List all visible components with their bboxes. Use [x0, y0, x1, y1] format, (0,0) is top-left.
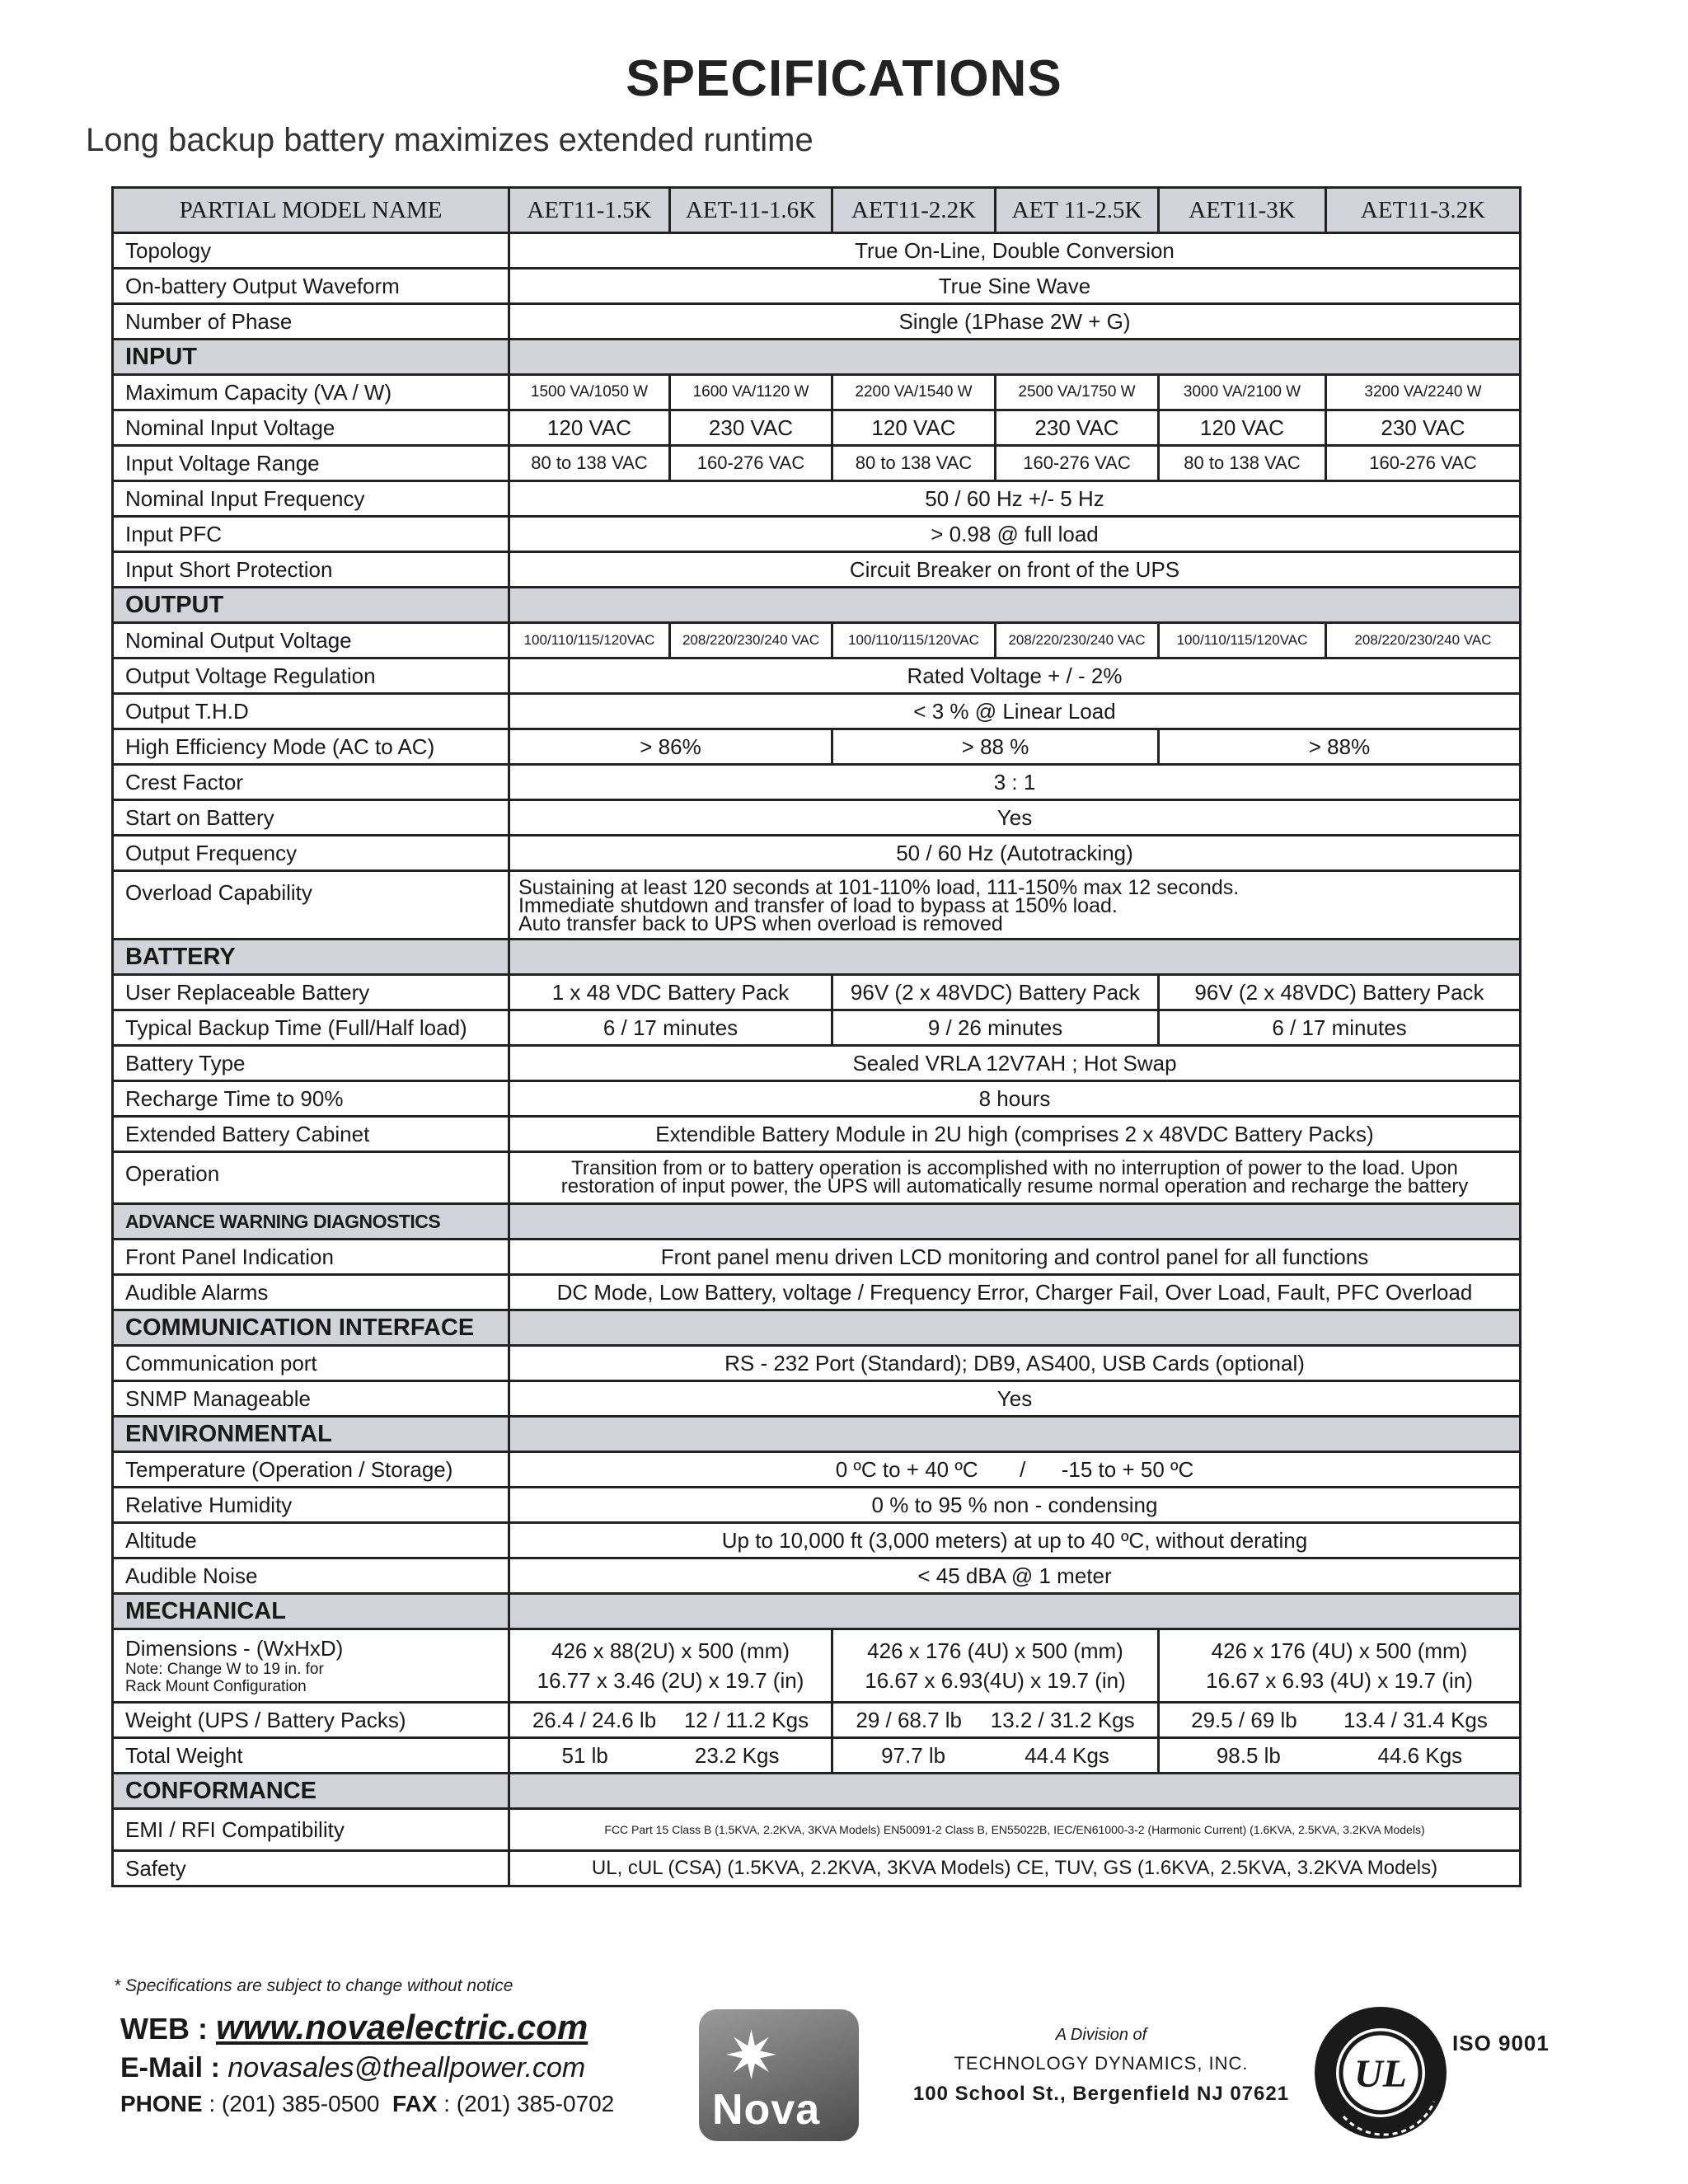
spec-row [113, 1558, 1521, 1594]
spec-value: 230 VAC [1326, 410, 1521, 446]
spec-value [832, 1738, 1159, 1774]
iso-certification: ISO 9001 [1452, 2031, 1550, 2055]
spec-value: Up to 10,000 ft (3,000 meters) at up to 40 ºC, without derating [509, 1523, 1521, 1558]
spec-row [113, 800, 1521, 836]
ul-registered-firm-icon [1311, 2003, 1451, 2143]
spec-value [509, 871, 1521, 940]
total-weight-lb: 98.5 lb [1216, 1742, 1281, 1768]
spec-label: Battery Type [113, 1046, 509, 1081]
web-link[interactable]: www.novaelectric.com [216, 2008, 588, 2046]
spec-row [113, 1010, 1521, 1046]
spec-row [113, 1152, 1521, 1204]
model-header-label: PARTIAL MODEL NAME [113, 188, 509, 233]
spec-value: 3000 VA/2100 W [1159, 375, 1326, 410]
logo-wordmark: Nova [712, 2086, 821, 2134]
overload-line: Immediate shutdown and transfer of load to bypass at 150% load. [518, 894, 1118, 917]
total-weight-kg: 23.2 Kgs [694, 1742, 780, 1768]
phone-number: (201) 385-0500 [221, 2091, 380, 2116]
spec-label: Altitude [113, 1523, 509, 1558]
svg-text:UL: UL [1354, 2052, 1407, 2096]
specifications-table [111, 186, 1522, 1887]
spec-value: 6 / 17 minutes [1159, 1010, 1521, 1046]
spec-value: 3200 VA/2240 W [1326, 375, 1521, 410]
web-line: WEB : www.novaelectric.com [120, 2008, 588, 2046]
spec-label: Topology [113, 233, 509, 269]
spec-label: Input Voltage Range [113, 446, 509, 481]
spec-value [509, 1703, 832, 1738]
section-header-mechanical [113, 1594, 1521, 1629]
spec-label: EMI / RFI Compatibility [113, 1809, 509, 1851]
spec-value [832, 1629, 1159, 1703]
spec-row [113, 517, 1521, 552]
spec-value: 230 VAC [996, 410, 1159, 446]
spec-label: Nominal Input Frequency [113, 481, 509, 517]
spec-value: Extendible Battery Module in 2U high (comprises 2 x 48VDC Battery Packs) [509, 1117, 1521, 1152]
spec-label: Audible Noise [113, 1558, 509, 1594]
spec-value [509, 1738, 832, 1774]
spec-row [113, 446, 1521, 481]
spec-label: Communication port [113, 1346, 509, 1381]
page-title: SPECIFICATIONS [626, 50, 1062, 107]
spec-value: < 3 % @ Linear Load [509, 694, 1521, 729]
spec-row [113, 1703, 1521, 1738]
model-name: AET11-2.2K [832, 188, 996, 233]
spec-value [509, 1152, 1521, 1204]
page-subtitle: Long backup battery maximizes extended runtime [86, 122, 814, 158]
contact-block [120, 2008, 614, 2117]
spec-value: 208/220/230/240 VAC [670, 623, 832, 658]
model-name: AET11-1.5K [509, 188, 670, 233]
spec-row [113, 1488, 1521, 1523]
spec-row [113, 836, 1521, 871]
operation-line: Transition from or to battery operation is accomplished with no interruption of power to the load. Upon [571, 1157, 1458, 1179]
spec-row [113, 1452, 1521, 1488]
spec-label: Typical Backup Time (Full/Half load) [113, 1010, 509, 1046]
phone-line: PHONE : (201) 385-0500 FAX : (201) 385-0702 [120, 2091, 615, 2116]
spec-value: 120 VAC [832, 410, 996, 446]
spec-value: 96V (2 x 48VDC) Battery Pack [832, 975, 1159, 1010]
dimensions-label: Dimensions - (WxHxD) [125, 1636, 344, 1661]
spec-label: Operation [113, 1152, 509, 1204]
footnote: * Specifications are subject to change without notice [114, 1976, 513, 1995]
dimensions-note: Note: Change W to 19 in. for [125, 1661, 324, 1678]
total-weight-lb: 51 lb [561, 1742, 608, 1768]
spec-label: Input Short Protection [113, 552, 509, 588]
spec-value: 208/220/230/240 VAC [1326, 623, 1521, 658]
spec-row [113, 233, 1521, 269]
spec-label: Total Weight [113, 1738, 509, 1774]
spec-value: 100/110/115/120VAC [509, 623, 670, 658]
email-link[interactable]: novasales@theallpower.com [227, 2052, 586, 2083]
spec-value: Circuit Breaker on front of the UPS [509, 552, 1521, 588]
dimensions-note: Rack Mount Configuration [125, 1678, 307, 1695]
spec-label: Input PFC [113, 517, 509, 552]
spec-row [113, 481, 1521, 517]
spec-label: Nominal Output Voltage [113, 623, 509, 658]
section-header-input [113, 340, 1521, 375]
spec-label: Nominal Input Voltage [113, 410, 509, 446]
spec-value: Yes [509, 800, 1521, 836]
weight-kg: 13.2 / 31.2 Kgs [990, 1707, 1135, 1732]
section-title: INPUT [113, 340, 509, 375]
spec-value [1159, 1703, 1521, 1738]
spec-value: UL, cUL (CSA) (1.5KVA, 2.2KVA, 3KVA Models) CE, TUV, GS (1.6KVA, 2.5KVA, 3.2KVA Models) [509, 1851, 1521, 1886]
spec-label: On-battery Output Waveform [113, 269, 509, 304]
spec-label: Extended Battery Cabinet [113, 1117, 509, 1152]
phone-label: PHONE [120, 2091, 203, 2116]
email-line: E-Mail : novasales@theallpower.com [120, 2052, 586, 2083]
section-title: ADVANCE WARNING DIAGNOSTICS [113, 1204, 509, 1240]
spec-label: Weight (UPS / Battery Packs) [113, 1703, 509, 1738]
fax-label: FAX [392, 2091, 438, 2116]
spec-value: 208/220/230/240 VAC [996, 623, 1159, 658]
spec-value: True On-Line, Double Conversion [509, 233, 1521, 269]
spec-row [113, 1046, 1521, 1081]
spec-row [113, 1240, 1521, 1275]
spec-row [113, 1081, 1521, 1117]
weight-kg: 13.4 / 31.4 Kgs [1343, 1707, 1488, 1732]
spec-row [113, 694, 1521, 729]
spec-value: 160-276 VAC [996, 446, 1159, 481]
spec-label: SNMP Manageable [113, 1381, 509, 1417]
spec-label: Relative Humidity [113, 1488, 509, 1523]
spec-value: 50 / 60 Hz (Autotracking) [509, 836, 1521, 871]
spec-value: 120 VAC [509, 410, 670, 446]
spec-row [113, 552, 1521, 588]
spec-value: RS - 232 Port (Standard); DB9, AS400, USB Cards (optional) [509, 1346, 1521, 1381]
spec-value: > 88% [1159, 729, 1521, 765]
spec-value: 80 to 138 VAC [1159, 446, 1326, 481]
overload-line: Auto transfer back to UPS when overload is removed [518, 912, 1003, 935]
spec-value: FCC Part 15 Class B (1.5KVA, 2.2KVA, 3KVA Models) EN50091-2 Class B, EN55022B, IEC/EN61000-3-2 (Harmonic Current) (1.6KVA, 2.5KVA, 3.2KVA Models) [509, 1809, 1521, 1851]
dimension-in: 16.67 x 6.93(4U) x 19.7 (in) [865, 1668, 1126, 1693]
company-name: TECHNOLOGY DYNAMICS, INC. [954, 2053, 1249, 2074]
spec-row [113, 410, 1521, 446]
spec-label: Number of Phase [113, 304, 509, 340]
section-header-diagnostics [113, 1204, 1521, 1240]
spec-value: 2500 VA/1750 W [996, 375, 1159, 410]
model-name: AET11-3K [1159, 188, 1326, 233]
spec-value: 80 to 138 VAC [832, 446, 996, 481]
spec-value [509, 1629, 832, 1703]
spec-label: User Replaceable Battery [113, 975, 509, 1010]
spec-value: 100/110/115/120VAC [1159, 623, 1326, 658]
spec-label: High Efficiency Mode (AC to AC) [113, 729, 509, 765]
spec-value: 230 VAC [670, 410, 832, 446]
spec-value: 1500 VA/1050 W [509, 375, 670, 410]
weight-kg: 12 / 11.2 Kgs [683, 1707, 809, 1732]
spec-value: 80 to 138 VAC [509, 446, 670, 481]
spec-value: 100/110/115/120VAC [832, 623, 996, 658]
spec-row [113, 1809, 1521, 1851]
spec-value: < 45 dBA @ 1 meter [509, 1558, 1521, 1594]
spec-row [113, 304, 1521, 340]
spec-value: Single (1Phase 2W + G) [509, 304, 1521, 340]
spec-label: Output Voltage Regulation [113, 658, 509, 694]
section-title: OUTPUT [113, 588, 509, 623]
weight-lb: 26.4 / 24.6 lb [532, 1707, 657, 1732]
model-name: AET11-3.2K [1326, 188, 1521, 233]
spec-label [113, 1629, 509, 1703]
spec-row [113, 1275, 1521, 1310]
spec-value: 160-276 VAC [670, 446, 832, 481]
spec-value: 6 / 17 minutes [509, 1010, 832, 1046]
fax-number: (201) 385-0702 [456, 2091, 615, 2116]
spec-row [113, 1523, 1521, 1558]
spec-label: Output Frequency [113, 836, 509, 871]
model-header-row [113, 188, 1521, 233]
company-address: 100 School St., Bergenfield NJ 07621 [912, 2083, 1290, 2105]
spec-value: > 88 % [832, 729, 1159, 765]
spec-value: > 0.98 @ full load [509, 517, 1521, 552]
total-weight-kg: 44.6 Kgs [1377, 1742, 1463, 1768]
spec-value: 160-276 VAC [1326, 446, 1521, 481]
spec-row [113, 765, 1521, 800]
section-title: CONFORMANCE [113, 1774, 509, 1809]
dimension-mm: 426 x 88(2U) x 500 (mm) [551, 1638, 790, 1663]
spec-value: 9 / 26 minutes [832, 1010, 1159, 1046]
spec-value: DC Mode, Low Battery, voltage / Frequency Error, Charger Fail, Over Load, Fault, PFC Overload [509, 1275, 1521, 1310]
dimension-mm: 426 x 176 (4U) x 500 (mm) [1211, 1638, 1468, 1663]
spec-label: Output T.H.D [113, 694, 509, 729]
spec-value: 2200 VA/1540 W [832, 375, 996, 410]
spec-value: > 86% [509, 729, 832, 765]
model-name: AET-11-1.6K [670, 188, 832, 233]
section-header-communication [113, 1310, 1521, 1346]
spec-label: Audible Alarms [113, 1275, 509, 1310]
spec-label: Crest Factor [113, 765, 509, 800]
weight-lb: 29.5 / 69 lb [1191, 1707, 1297, 1732]
spec-value: Front panel menu driven LCD monitoring and control panel for all functions [509, 1240, 1521, 1275]
spec-label: Maximum Capacity (VA / W) [113, 375, 509, 410]
overload-line: Sustaining at least 120 seconds at 101-110% load, 111-150% max 12 seconds. [518, 876, 1240, 899]
spec-row [113, 1346, 1521, 1381]
spec-value: 96V (2 x 48VDC) Battery Pack [1159, 975, 1521, 1010]
email-label: E-Mail [120, 2052, 204, 2083]
section-title: BATTERY [113, 940, 509, 975]
dimension-in: 16.77 x 3.46 (2U) x 19.7 (in) [537, 1668, 804, 1693]
spec-value: Yes [509, 1381, 1521, 1417]
nova-logo [699, 2009, 859, 2141]
spec-value [1159, 1629, 1521, 1703]
spec-row [113, 1851, 1521, 1886]
weight-lb: 29 / 68.7 lb [856, 1707, 963, 1732]
spec-row [113, 269, 1521, 304]
spec-label: Start on Battery [113, 800, 509, 836]
spec-label: Safety [113, 1851, 509, 1886]
spec-row [113, 623, 1521, 658]
spec-label: Overload Capability [113, 871, 509, 940]
spec-value [1159, 1738, 1521, 1774]
section-header-conformance [113, 1774, 1521, 1809]
total-weight-kg: 44.4 Kgs [1025, 1742, 1109, 1768]
spec-value: True Sine Wave [509, 269, 1521, 304]
division-line: A Division of [1055, 2026, 1147, 2044]
spec-value: 50 / 60 Hz +/- 5 Hz [509, 481, 1521, 517]
web-label: WEB [120, 2012, 190, 2046]
division-block [895, 2026, 1307, 2106]
section-header-environmental [113, 1417, 1521, 1452]
section-title: ENVIRONMENTAL [113, 1417, 509, 1452]
model-name: AET 11-2.5K [996, 188, 1159, 233]
section-header-battery [113, 940, 1521, 975]
spec-row [113, 658, 1521, 694]
spec-value: 1 x 48 VDC Battery Pack [509, 975, 832, 1010]
spec-value: Sealed VRLA 12V7AH ; Hot Swap [509, 1046, 1521, 1081]
section-header-output [113, 588, 1521, 623]
spec-value: 8 hours [509, 1081, 1521, 1117]
spec-row [113, 375, 1521, 410]
starburst-icon: ✷ [724, 2019, 780, 2093]
section-title: MECHANICAL [113, 1594, 509, 1629]
spec-row [113, 975, 1521, 1010]
dimension-in: 16.67 x 6.93 (4U) x 19.7 (in) [1206, 1668, 1473, 1693]
total-weight-lb: 97.7 lb [881, 1742, 946, 1768]
spec-row [113, 729, 1521, 765]
spec-row [113, 1381, 1521, 1417]
spec-label: Recharge Time to 90% [113, 1081, 509, 1117]
section-title: COMMUNICATION INTERFACE [113, 1310, 509, 1346]
dimension-mm: 426 x 176 (4U) x 500 (mm) [867, 1638, 1123, 1663]
spec-row [113, 1117, 1521, 1152]
spec-value: 1600 VA/1120 W [670, 375, 832, 410]
operation-line: restoration of input power, the UPS will automatically resume normal operation and recharge the battery [560, 1175, 1469, 1197]
spec-value [832, 1703, 1159, 1738]
spec-value: Rated Voltage + / - 2% [509, 658, 1521, 694]
spec-row [113, 1629, 1521, 1703]
spec-value: 0 ºC to + 40 ºC / -15 to + 50 ºC [509, 1452, 1521, 1488]
spec-row [113, 871, 1521, 940]
spec-value: 120 VAC [1159, 410, 1326, 446]
spec-label: Temperature (Operation / Storage) [113, 1452, 509, 1488]
spec-row [113, 1738, 1521, 1774]
spec-label: Front Panel Indication [113, 1240, 509, 1275]
spec-value: 3 : 1 [509, 765, 1521, 800]
spec-value: 0 % to 95 % non - condensing [509, 1488, 1521, 1523]
